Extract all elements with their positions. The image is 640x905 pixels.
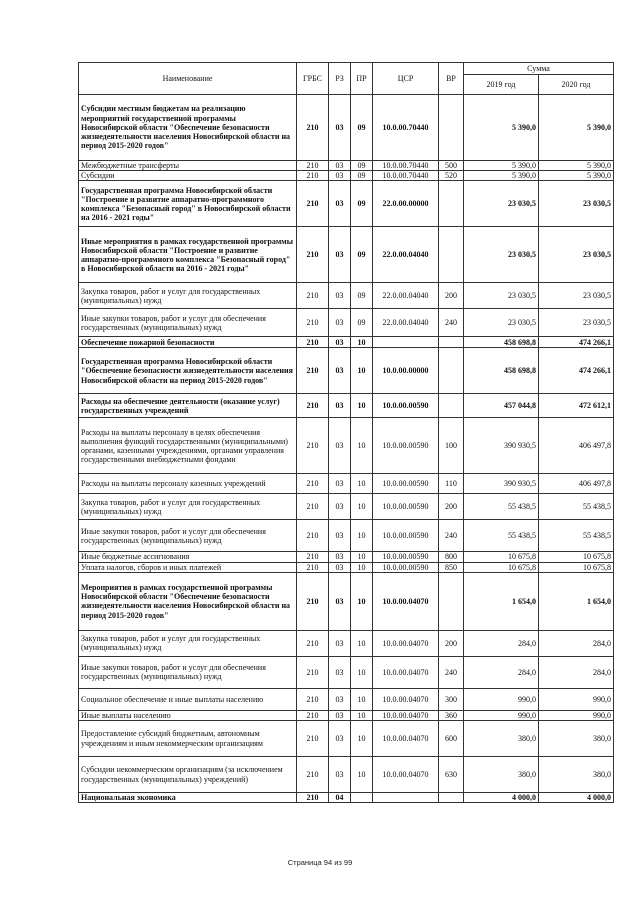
cell-amount-2019: 10 675,8 bbox=[464, 552, 539, 562]
cell-pr: 10 bbox=[351, 394, 373, 418]
cell-vr bbox=[439, 95, 464, 161]
cell-name: Предоставление субсидий бюджетным, автономным учреждениям и иным некоммерческим организациям bbox=[79, 721, 297, 757]
table-row bbox=[79, 757, 614, 793]
budget-table bbox=[78, 62, 614, 803]
cell-amount-2020: 55 438,5 bbox=[539, 520, 614, 552]
cell-vr: 800 bbox=[439, 552, 464, 562]
cell-amount-2019: 5 390,0 bbox=[464, 95, 539, 161]
cell-rz: 03 bbox=[329, 688, 351, 710]
cell-rz: 03 bbox=[329, 494, 351, 520]
cell-vr bbox=[439, 793, 464, 803]
cell-rz: 03 bbox=[329, 309, 351, 337]
cell-amount-2019: 23 030,5 bbox=[464, 227, 539, 283]
cell-amount-2020: 5 390,0 bbox=[539, 95, 614, 161]
cell-amount-2020: 990,0 bbox=[539, 688, 614, 710]
cell-amount-2019: 23 030,5 bbox=[464, 181, 539, 227]
header-year-2019: 2019 год bbox=[464, 75, 539, 95]
cell-pr: 10 bbox=[351, 721, 373, 757]
table-row bbox=[79, 710, 614, 720]
cell-grbs: 210 bbox=[297, 95, 329, 161]
cell-amount-2019: 1 654,0 bbox=[464, 572, 539, 630]
cell-rz: 03 bbox=[329, 181, 351, 227]
cell-amount-2020: 406 497,8 bbox=[539, 418, 614, 474]
cell-amount-2019: 23 030,5 bbox=[464, 309, 539, 337]
cell-pr: 10 bbox=[351, 656, 373, 688]
cell-csr: 10.0.00.00000 bbox=[373, 348, 439, 394]
cell-rz: 03 bbox=[329, 418, 351, 474]
cell-grbs: 210 bbox=[297, 520, 329, 552]
cell-name: Иные мероприятия в рамках государственной программы Новосибирской области "Построение и развитие аппаратно-программного комплекса "Безопасный город" в Новосибирской области на 2016 - 2021 годы" bbox=[79, 227, 297, 283]
cell-pr: 10 bbox=[351, 494, 373, 520]
cell-name: Иные выплаты населению bbox=[79, 710, 297, 720]
cell-name: Государственная программа Новосибирской области "Обеспечение безопасности жизнедеятельности населения Новосибирской области на период 2015-2020 годов" bbox=[79, 348, 297, 394]
cell-amount-2020: 23 030,5 bbox=[539, 227, 614, 283]
page-number: Страница 94 из 99 bbox=[287, 858, 353, 867]
cell-rz: 03 bbox=[329, 171, 351, 181]
cell-pr: 10 bbox=[351, 757, 373, 793]
cell-name: Уплата налогов, сборов и иных платежей bbox=[79, 562, 297, 572]
cell-csr: 10.0.00.04070 bbox=[373, 757, 439, 793]
table-row bbox=[79, 721, 614, 757]
cell-amount-2020: 380,0 bbox=[539, 721, 614, 757]
cell-grbs: 210 bbox=[297, 757, 329, 793]
header-grbs: ГРБС bbox=[297, 63, 329, 95]
table-row bbox=[79, 494, 614, 520]
cell-csr: 10.0.00.04070 bbox=[373, 656, 439, 688]
cell-csr: 10.0.00.04070 bbox=[373, 721, 439, 757]
cell-name: Иные закупки товаров, работ и услуг для обеспечения государственных (муниципальных) нужд bbox=[79, 520, 297, 552]
cell-vr: 110 bbox=[439, 474, 464, 494]
cell-vr: 500 bbox=[439, 161, 464, 171]
table-row bbox=[79, 348, 614, 394]
table-row bbox=[79, 283, 614, 309]
cell-rz: 03 bbox=[329, 394, 351, 418]
cell-name: Мероприятия в рамках государственной программы Новосибирской области "Обеспечение безопасности жизнедеятельности населения Новосибирской области на период 2015-2020 годов" bbox=[79, 572, 297, 630]
cell-grbs: 210 bbox=[297, 688, 329, 710]
cell-csr: 10.0.00.04070 bbox=[373, 630, 439, 656]
cell-csr: 10.0.00.04070 bbox=[373, 710, 439, 720]
cell-name: Иные закупки товаров, работ и услуг для обеспечения государственных (муниципальных) нужд bbox=[79, 656, 297, 688]
cell-rz: 03 bbox=[329, 161, 351, 171]
cell-amount-2020: 4 000,0 bbox=[539, 793, 614, 803]
cell-vr: 520 bbox=[439, 171, 464, 181]
cell-amount-2020: 284,0 bbox=[539, 630, 614, 656]
cell-pr: 09 bbox=[351, 181, 373, 227]
cell-csr: 22.0.00.04040 bbox=[373, 283, 439, 309]
cell-pr: 10 bbox=[351, 418, 373, 474]
cell-vr: 850 bbox=[439, 562, 464, 572]
cell-pr: 09 bbox=[351, 309, 373, 337]
cell-rz: 03 bbox=[329, 337, 351, 348]
cell-vr: 300 bbox=[439, 688, 464, 710]
cell-name: Расходы на выплаты персоналу в целях обеспечения выполнения функций государственными (муниципальными) органами, казенными учреждениями, органами управления государственными внебюджетными фондами bbox=[79, 418, 297, 474]
cell-rz: 03 bbox=[329, 656, 351, 688]
cell-grbs: 210 bbox=[297, 171, 329, 181]
cell-name: Субсидии некоммерческим организациям (за исключением государственных (муниципальных) учреждений) bbox=[79, 757, 297, 793]
cell-amount-2020: 23 030,5 bbox=[539, 181, 614, 227]
table-row bbox=[79, 418, 614, 474]
cell-grbs: 210 bbox=[297, 474, 329, 494]
cell-amount-2020: 380,0 bbox=[539, 757, 614, 793]
cell-pr: 10 bbox=[351, 337, 373, 348]
cell-amount-2020: 10 675,8 bbox=[539, 552, 614, 562]
cell-amount-2019: 990,0 bbox=[464, 710, 539, 720]
cell-grbs: 210 bbox=[297, 181, 329, 227]
cell-amount-2020: 10 675,8 bbox=[539, 562, 614, 572]
cell-name: Национальная экономика bbox=[79, 793, 297, 803]
cell-pr: 09 bbox=[351, 95, 373, 161]
table-row bbox=[79, 572, 614, 630]
cell-rz: 03 bbox=[329, 572, 351, 630]
cell-name: Социальное обеспечение и иные выплаты населению bbox=[79, 688, 297, 710]
cell-vr: 240 bbox=[439, 309, 464, 337]
cell-vr: 200 bbox=[439, 494, 464, 520]
cell-name: Расходы на обеспечение деятельности (оказание услуг) государственных учреждений bbox=[79, 394, 297, 418]
cell-pr: 10 bbox=[351, 348, 373, 394]
cell-pr: 10 bbox=[351, 572, 373, 630]
cell-rz: 03 bbox=[329, 95, 351, 161]
cell-vr: 240 bbox=[439, 520, 464, 552]
cell-pr: 10 bbox=[351, 688, 373, 710]
budget-sheet bbox=[78, 62, 613, 803]
cell-csr: 10.0.00.70440 bbox=[373, 161, 439, 171]
cell-csr: 22.0.00.04040 bbox=[373, 309, 439, 337]
cell-csr: 10.0.00.00590 bbox=[373, 394, 439, 418]
cell-csr: 10.0.00.00590 bbox=[373, 552, 439, 562]
cell-csr: 10.0.00.00590 bbox=[373, 520, 439, 552]
cell-csr bbox=[373, 793, 439, 803]
cell-csr: 10.0.00.00590 bbox=[373, 562, 439, 572]
cell-amount-2020: 5 390,0 bbox=[539, 161, 614, 171]
table-row bbox=[79, 552, 614, 562]
cell-amount-2019: 284,0 bbox=[464, 630, 539, 656]
table-row bbox=[79, 227, 614, 283]
cell-pr: 10 bbox=[351, 552, 373, 562]
cell-amount-2019: 10 675,8 bbox=[464, 562, 539, 572]
cell-name: Межбюджетные трансферты bbox=[79, 161, 297, 171]
cell-vr bbox=[439, 572, 464, 630]
cell-csr: 10.0.00.00590 bbox=[373, 494, 439, 520]
cell-csr: 10.0.00.00590 bbox=[373, 418, 439, 474]
cell-amount-2019: 55 438,5 bbox=[464, 520, 539, 552]
header-rz: РЗ bbox=[329, 63, 351, 95]
cell-grbs: 210 bbox=[297, 337, 329, 348]
cell-name: Государственная программа Новосибирской области "Построение и развитие аппаратно-программного комплекса "Безопасный город" в Новосибирской области на 2016 - 2021 годы" bbox=[79, 181, 297, 227]
cell-vr bbox=[439, 181, 464, 227]
cell-vr: 240 bbox=[439, 656, 464, 688]
cell-grbs: 210 bbox=[297, 309, 329, 337]
cell-name: Субсидии bbox=[79, 171, 297, 181]
cell-grbs: 210 bbox=[297, 710, 329, 720]
cell-rz: 03 bbox=[329, 721, 351, 757]
cell-amount-2019: 390 930,5 bbox=[464, 418, 539, 474]
budget-table-body bbox=[79, 95, 614, 803]
cell-grbs: 210 bbox=[297, 552, 329, 562]
cell-amount-2020: 55 438,5 bbox=[539, 494, 614, 520]
cell-csr: 22.0.00.04040 bbox=[373, 227, 439, 283]
cell-amount-2019: 380,0 bbox=[464, 721, 539, 757]
cell-csr: 10.0.00.04070 bbox=[373, 572, 439, 630]
cell-grbs: 210 bbox=[297, 630, 329, 656]
cell-grbs: 210 bbox=[297, 494, 329, 520]
cell-pr: 09 bbox=[351, 161, 373, 171]
cell-rz: 03 bbox=[329, 348, 351, 394]
cell-amount-2019: 5 390,0 bbox=[464, 171, 539, 181]
cell-csr: 10.0.00.70440 bbox=[373, 171, 439, 181]
cell-vr bbox=[439, 394, 464, 418]
cell-rz: 03 bbox=[329, 757, 351, 793]
cell-amount-2019: 390 930,5 bbox=[464, 474, 539, 494]
cell-amount-2020: 472 612,1 bbox=[539, 394, 614, 418]
cell-grbs: 210 bbox=[297, 656, 329, 688]
cell-amount-2019: 458 698,8 bbox=[464, 348, 539, 394]
cell-amount-2020: 990,0 bbox=[539, 710, 614, 720]
cell-pr: 10 bbox=[351, 474, 373, 494]
cell-amount-2020: 474 266,1 bbox=[539, 348, 614, 394]
header-pr: ПР bbox=[351, 63, 373, 95]
cell-csr: 10.0.00.00590 bbox=[373, 474, 439, 494]
cell-grbs: 210 bbox=[297, 161, 329, 171]
cell-vr: 360 bbox=[439, 710, 464, 720]
cell-grbs: 210 bbox=[297, 793, 329, 803]
cell-name: Закупка товаров, работ и услуг для государственных (муниципальных) нужд bbox=[79, 283, 297, 309]
table-row bbox=[79, 793, 614, 803]
header-csr: ЦСР bbox=[373, 63, 439, 95]
cell-vr: 100 bbox=[439, 418, 464, 474]
table-row bbox=[79, 630, 614, 656]
cell-amount-2019: 23 030,5 bbox=[464, 283, 539, 309]
header-name: Наименование bbox=[79, 63, 297, 95]
table-row bbox=[79, 520, 614, 552]
table-row bbox=[79, 161, 614, 171]
cell-pr: 09 bbox=[351, 171, 373, 181]
cell-name: Закупка товаров, работ и услуг для государственных (муниципальных) нужд bbox=[79, 494, 297, 520]
table-row bbox=[79, 394, 614, 418]
table-row bbox=[79, 656, 614, 688]
header-sum: Сумма bbox=[464, 63, 614, 75]
header-vr: ВР bbox=[439, 63, 464, 95]
cell-amount-2019: 457 044,8 bbox=[464, 394, 539, 418]
cell-rz: 03 bbox=[329, 283, 351, 309]
table-row bbox=[79, 309, 614, 337]
table-row bbox=[79, 181, 614, 227]
table-row bbox=[79, 688, 614, 710]
cell-csr bbox=[373, 337, 439, 348]
table-row bbox=[79, 474, 614, 494]
table-row bbox=[79, 562, 614, 572]
cell-amount-2019: 458 698,8 bbox=[464, 337, 539, 348]
cell-pr: 10 bbox=[351, 710, 373, 720]
cell-amount-2020: 23 030,5 bbox=[539, 309, 614, 337]
cell-vr: 200 bbox=[439, 630, 464, 656]
cell-grbs: 210 bbox=[297, 348, 329, 394]
cell-amount-2019: 284,0 bbox=[464, 656, 539, 688]
cell-pr: 09 bbox=[351, 283, 373, 309]
cell-grbs: 210 bbox=[297, 394, 329, 418]
cell-rz: 03 bbox=[329, 630, 351, 656]
cell-pr bbox=[351, 793, 373, 803]
cell-rz: 03 bbox=[329, 562, 351, 572]
cell-rz: 03 bbox=[329, 474, 351, 494]
cell-amount-2019: 4 000,0 bbox=[464, 793, 539, 803]
cell-rz: 03 bbox=[329, 710, 351, 720]
cell-csr: 22.0.00.00000 bbox=[373, 181, 439, 227]
header-year-2020: 2020 год bbox=[539, 75, 614, 95]
cell-pr: 09 bbox=[351, 227, 373, 283]
cell-vr: 600 bbox=[439, 721, 464, 757]
cell-grbs: 210 bbox=[297, 572, 329, 630]
cell-grbs: 210 bbox=[297, 721, 329, 757]
cell-name: Иные закупки товаров, работ и услуг для обеспечения государственных (муниципальных) нужд bbox=[79, 309, 297, 337]
cell-amount-2020: 5 390,0 bbox=[539, 171, 614, 181]
table-row bbox=[79, 171, 614, 181]
cell-pr: 10 bbox=[351, 520, 373, 552]
cell-name: Расходы на выплаты персоналу казенных учреждений bbox=[79, 474, 297, 494]
cell-vr: 200 bbox=[439, 283, 464, 309]
cell-csr: 10.0.00.70440 bbox=[373, 95, 439, 161]
cell-name: Иные бюджетные ассигнования bbox=[79, 552, 297, 562]
cell-vr: 630 bbox=[439, 757, 464, 793]
cell-vr bbox=[439, 337, 464, 348]
cell-amount-2020: 1 654,0 bbox=[539, 572, 614, 630]
cell-amount-2020: 474 266,1 bbox=[539, 337, 614, 348]
cell-name: Субсидии местным бюджетам на реализацию мероприятий государственной программы Новосибирской области "Обеспечение безопасности жизнедеятельности населения Новосибирской области на период 2015-2020 годов" bbox=[79, 95, 297, 161]
cell-grbs: 210 bbox=[297, 562, 329, 572]
cell-grbs: 210 bbox=[297, 227, 329, 283]
cell-csr: 10.0.00.04070 bbox=[373, 688, 439, 710]
cell-rz: 03 bbox=[329, 520, 351, 552]
cell-rz: 04 bbox=[329, 793, 351, 803]
table-row bbox=[79, 95, 614, 161]
cell-rz: 03 bbox=[329, 227, 351, 283]
cell-vr bbox=[439, 348, 464, 394]
cell-amount-2020: 23 030,5 bbox=[539, 283, 614, 309]
cell-amount-2019: 380,0 bbox=[464, 757, 539, 793]
cell-grbs: 210 bbox=[297, 283, 329, 309]
cell-name: Обеспечение пожарной безопасности bbox=[79, 337, 297, 348]
cell-amount-2019: 55 438,5 bbox=[464, 494, 539, 520]
cell-pr: 10 bbox=[351, 562, 373, 572]
cell-name: Закупка товаров, работ и услуг для государственных (муниципальных) нужд bbox=[79, 630, 297, 656]
cell-amount-2020: 406 497,8 bbox=[539, 474, 614, 494]
cell-amount-2019: 5 390,0 bbox=[464, 161, 539, 171]
cell-amount-2019: 990,0 bbox=[464, 688, 539, 710]
cell-grbs: 210 bbox=[297, 418, 329, 474]
table-row bbox=[79, 337, 614, 348]
cell-pr: 10 bbox=[351, 630, 373, 656]
cell-rz: 03 bbox=[329, 552, 351, 562]
cell-vr bbox=[439, 227, 464, 283]
cell-amount-2020: 284,0 bbox=[539, 656, 614, 688]
